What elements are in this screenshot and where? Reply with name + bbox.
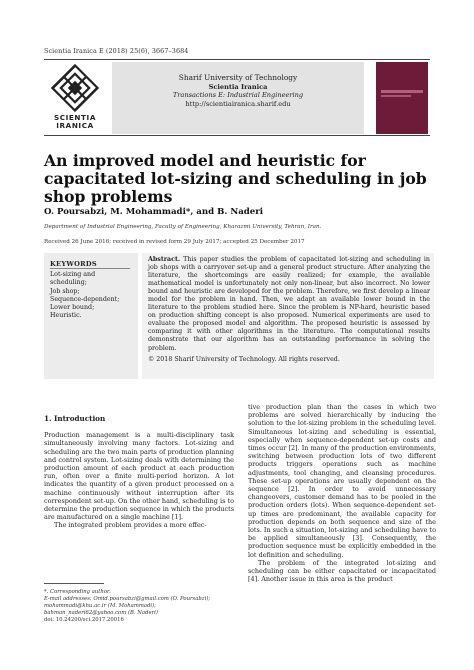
cover-subtitle-bar [381,95,411,97]
journal-logo-text [44,114,106,130]
header-rule-top [44,59,430,60]
abstract [148,256,430,353]
header-center [112,74,364,108]
keyword-item: Lot-sizing and [50,271,96,278]
journal-url[interactable]: http://scientiairanica.sharif.edu [185,99,291,108]
affiliation: Department of Industrial Engineering, Faculty of Engineering, Kharazmi University, Tehran, Iran. [44,224,322,230]
body-paragraph: Production management is a multi-disciplinary task simultaneously involving many factors. Lot-sizing and scheduling are the two main parts of production planning and control system. Lot-sizing deals with determining the production amount of each product at each production run, often over a finite multi-period horizon. A lot indicates the quantity of a given product processed on a machine continuously without interruption after its correspondent set-up. On the other hand, scheduling is to determine the production sequence in which the products are manufactured on a single machine [1]. [44,431,234,522]
author-list: O. Poursabzi, M. Mohammadi*, and B. Naderi [44,207,264,217]
keywords-heading: KEYWORDS [50,260,97,268]
copyright-notice: © 2018 Sharif University of Technology. All rights reserved. [148,356,340,363]
keywords-list [50,271,136,321]
body-paragraph: tive production plan than the cases in which two problems are solved hierarchically by inducing the solution to the lot-sizing problem in the scheduling level. Simultaneous lot-sizing and scheduling is essential, especially when sequence-dependent set-up costs and times occur [2]. In many of the production environments, switching between production lots of two different products triggers operations such as machine adjustments, tool changing, and cleansing procedures. These set-up operations are usually dependent on the sequence [2]. In order to avoid unnecessary changeovers, customer demand has to be pooled in the production orders (lots). When sequence-dependent set-up times are predominant, the available capacity for production depends on both sequence and size of the lots. In such a situation, lot-sizing and scheduling have to be applied simultaneously [3]. Consequently, the production sequence must be explicitly embedded in the lot definition and scheduling. [248,403,436,559]
header-rule-bottom [44,135,430,136]
section-heading: 1. Introduction [44,414,106,423]
footnote [44,589,234,624]
cover-title-bar [381,90,423,93]
body-right-column [248,403,436,583]
corresponding-author-note: *. Corresponding author. [44,589,111,595]
university-name: Sharif University of Technology [178,73,298,82]
email-addresses: E-mail addresses: Omid.poursabzi@gmail.com (O. Poursabzi); mohammadi@khu.ac.ir (M. Mohammadi); bahman_naderi62@yahoo.com (B. Naderi) [44,596,211,616]
abstract-label: Abstract. [148,256,181,263]
journal-name: Scientia Iranica [208,82,268,91]
keywords-rule [50,268,130,269]
keyword-item: Job shop; [50,287,80,295]
footnote-rule [44,583,104,584]
doi[interactable]: doi: 10.24200/sci.2017.20016 [44,617,124,623]
transactions-name: Transactions E: Industrial Engineering [172,91,304,100]
body-left-column [44,415,234,530]
article-title: An improved model and heuristic for capacitated lot-sizing and scheduling in job shop problems [44,151,427,206]
logo-line-1: SCIENTIA [54,113,96,122]
keyword-item: Lower bound; [50,304,95,312]
body-paragraph: The problem of the integrated lot-sizing and scheduling can be either capacitated or incapacitated [4]. Another issue in this area is the product [248,558,436,584]
logo-line-2: IRANICA [56,121,94,130]
keyword-item: Sequence-dependent; [50,295,120,303]
abstract-text: This paper studies the problem of capacitated lot-sizing and scheduling in job shops with a carryover set-up and a general product structure. After analyzing the literature, the shortcomings are easily realized; for example, the available mathematical model is unfortunately not only non-linear, but also incorrect. No lower bound and heuristic are developed for the problem. Therefore, we first develop a linear model for the problem in hand. Then, we adapt an available lower bound in the literature to the problem studied here. Since the problem is NP-hard, heuristic based on production shifting concept is also proposed. Numerical experiments are used to evaluate the proposed model and algorithm. The proposed heuristic is assessed by comparing it with other algorithms in the literature. The computational results demonstrate that our algorithm has an outstanding performance in solving the problem. [148,256,430,352]
keyword-item: Heuristic. [50,312,82,320]
journal-citation: Scientia Iranica E (2018) 25(6), 3667–3684 [44,47,189,55]
journal-cover-image [376,62,428,134]
keyword-item: scheduling; [50,279,87,287]
body-paragraph: The integrated problem provides a more effec- [54,521,207,530]
received-dates: Received 26 June 2016; received in revised form 29 July 2017; accepted 25 December 2017 [44,239,305,245]
